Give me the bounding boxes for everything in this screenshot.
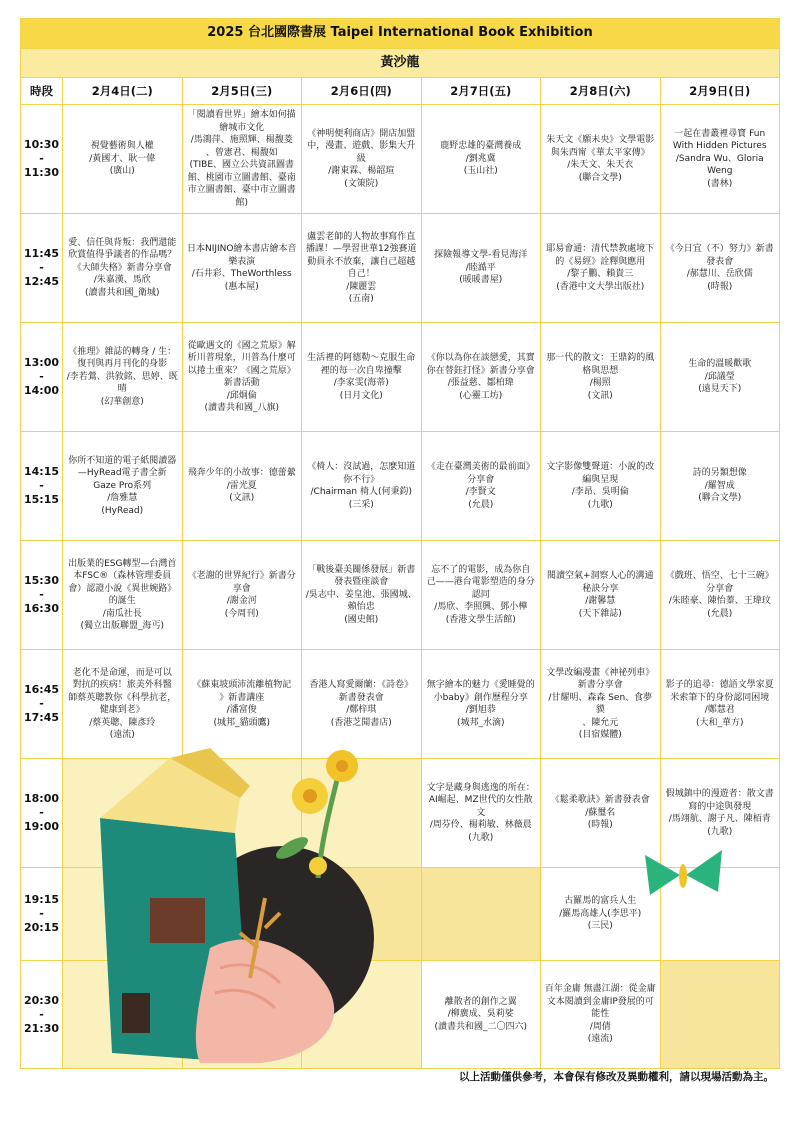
event-text-line: 的誕生 — [108, 596, 136, 606]
event-cell — [302, 432, 422, 541]
event-text-line: /石井彩、TheWorthless — [191, 269, 292, 279]
schedule-row — [21, 323, 780, 432]
event-text-line: 分享會 — [706, 583, 734, 594]
event-text-line: 健康到老》 — [99, 705, 145, 715]
time-slot-line: 13:00 — [24, 356, 60, 369]
event-text-line: 寫的中途與發現 — [688, 801, 752, 812]
time-slot-line: - — [39, 907, 44, 920]
event-text-line: 《今日宜（不）努力》新書 — [665, 244, 774, 254]
event-text-line: 播課！—學習世華12強賽道 — [306, 244, 417, 254]
time-slot — [21, 323, 63, 432]
event-text-line: (讀書共和國_八旗) — [204, 403, 280, 413]
event-text-line: 晴 — [117, 384, 127, 395]
time-slot-line: 16:30 — [24, 602, 60, 615]
event-text-line: /羅智成 — [704, 480, 735, 491]
event-text-line: 析川普現象，川普為什麼可 — [187, 353, 296, 363]
event-cell — [421, 961, 541, 1069]
event-text-line: 文 — [476, 807, 486, 818]
time-slot — [21, 759, 63, 868]
event-text-line: 師蔡英聰教你《科學抗老， — [68, 692, 177, 703]
event-text-line: 鹿野忠雄的臺灣養成 — [440, 141, 522, 152]
event-cell — [660, 323, 780, 432]
event-text-line: /Sandra Wu、Gloria — [675, 153, 764, 164]
event-text-line: 分享會 — [467, 474, 495, 485]
event-text-line: /朱天文、朱天衣 — [567, 160, 634, 170]
event-text-line: 視覺藝術與人權 — [90, 141, 154, 152]
event-text-line: 館、桃園市立圖書館、臺南 — [187, 172, 296, 183]
event-text-line: /謝東霖、楊韶瑄 — [328, 166, 395, 177]
event-cell — [541, 323, 661, 432]
event-text-line: 秘訣分享 — [582, 583, 619, 594]
time-slot — [21, 541, 63, 650]
schedule-row — [21, 214, 780, 323]
event-text-line: (允晨) — [468, 499, 494, 510]
event-text-line: 《大師失格》新書分享會 — [72, 262, 172, 273]
event-cell — [541, 105, 661, 214]
event-cell — [541, 961, 661, 1069]
event-text-line: /朱嘉漢、馬欣 — [93, 275, 151, 286]
time-slot-line: - — [39, 1007, 44, 1021]
event-text-line: /朱睦豪、陳怡蓁、王瑋玟 — [668, 596, 771, 606]
event-text-line: (HyRead) — [101, 505, 144, 516]
event-text-line: 《戲班、悟空、七十三碗》 — [665, 571, 774, 581]
event-text-line: (九歌) — [468, 832, 494, 843]
event-text-line: (國史館) — [344, 614, 379, 625]
event-text-line: 發表暨座談會 — [334, 577, 389, 588]
event-text-line: 《蘇東坡頭沛流離植物記 — [192, 680, 292, 690]
event-text-line: 動員永不放棄，讓自己超越 — [307, 256, 416, 267]
event-text-line: (文訊) — [229, 493, 255, 504]
event-cell — [182, 541, 302, 650]
event-text-line: 小baby》創作歷程分享 — [433, 692, 528, 703]
event-cell — [302, 323, 422, 432]
event-text-line: 《神明便利商店》開店加盟 — [307, 128, 416, 139]
event-text-line: (文策院) — [344, 178, 379, 189]
column-header-day: 2月8日(六) — [541, 78, 661, 105]
event-text-line: 文字是藏身與逃逸的所在： — [426, 782, 535, 793]
page-title: 2025 台北國際書展 Taipei International Book Exhibition — [21, 19, 780, 49]
event-text-line: 「戰後臺美關係發展」新書 — [307, 564, 416, 575]
empty-cell — [302, 961, 422, 1069]
event-text-line: 愛、信任與背叛：我們還能 — [68, 237, 177, 248]
event-text-line: 從歐遇文的《國之荒原》解 — [187, 340, 296, 351]
event-text-line: 欣賞值得爭議者的作品嗎？ — [68, 250, 177, 261]
time-slot-line: - — [39, 479, 44, 492]
time-slot-line: 21:30 — [24, 1021, 60, 1035]
event-cell — [63, 105, 183, 214]
event-cell — [182, 650, 302, 759]
event-text-line: /甘耀明、森森 Sen、食夢貘 — [548, 692, 653, 715]
time-slot-line: 14:00 — [24, 384, 60, 397]
time-slot-line: - — [39, 806, 44, 819]
event-text-line: /劉兆冀 — [465, 153, 496, 164]
event-text-line: 對抗的疾病！旅美外科醫 — [72, 680, 172, 690]
event-text-line: /謝馨慧 — [585, 596, 616, 606]
event-cell — [421, 759, 541, 868]
schedule-table — [20, 18, 780, 1069]
event-text-line: /馬鴻萍、施照輝、楊馥菱 — [190, 135, 293, 145]
event-text-line: 的《易經》詮釋與應用 — [555, 256, 646, 267]
event-text-line: (廣山) — [109, 166, 135, 177]
butterfly-wing-right — [686, 850, 722, 892]
time-slot-line: 14:15 — [24, 465, 60, 478]
event-text-line: /睦澔平 — [465, 262, 496, 273]
event-text-line: 「閱讀看世界」繪本如何描 — [187, 110, 296, 120]
event-text-line: /李昂、吳明倫 — [571, 487, 629, 497]
event-text-line: /邱炯倫 — [226, 390, 257, 401]
empty-cell — [182, 868, 302, 961]
empty-cell — [421, 868, 541, 961]
event-text-line: (九歌) — [707, 826, 733, 837]
event-text-line: (九歌) — [587, 499, 613, 510]
event-text-line: 自己！ — [347, 269, 375, 279]
event-text-line: 《推理》雜誌的轉身 / 生： — [68, 346, 177, 357]
time-slot-line: 10:30 — [24, 138, 60, 151]
event-text-line: /劉旭恭 — [465, 705, 496, 715]
event-text-line: —HyRead電子書全新 — [77, 468, 167, 479]
event-cell — [302, 105, 422, 214]
event-cell — [182, 214, 302, 323]
event-text-line: 閱讀空氣+洞察人心的溝通 — [546, 571, 654, 581]
empty-cell — [302, 759, 422, 868]
event-text-line: /謝金河 — [226, 596, 257, 606]
time-slot-line: 15:15 — [24, 493, 60, 506]
event-text-line: (時報) — [707, 281, 733, 292]
event-cell — [660, 541, 780, 650]
event-text-line: 新書發表會 — [338, 692, 384, 703]
event-cell — [63, 650, 183, 759]
event-text-line: (聯合文學) — [698, 493, 742, 504]
event-text-line: /楊照 — [589, 378, 611, 388]
event-text-line: /羅馬高雄人(李思平) — [559, 908, 642, 919]
event-text-line: (城邦_貓頭鷹) — [213, 717, 271, 728]
event-text-line: AI崛起、MZ世代的女性散 — [428, 795, 533, 806]
event-text-line: 探險報導文學-看見海洋 — [434, 250, 528, 261]
event-text-line: (遠流) — [109, 730, 135, 740]
event-cell — [302, 650, 422, 759]
event-cell — [421, 541, 541, 650]
event-text-line: 米索筆下的身份認同困境 — [670, 692, 770, 703]
event-text-line: 百年金庸 無盡江湖：從金庸 — [544, 984, 656, 995]
time-slot-line: - — [39, 588, 44, 601]
event-text-line: 離散者的創作之翼 — [444, 996, 517, 1007]
event-cell — [660, 650, 780, 759]
event-text-line: (讀書共和國_二〇四六) — [434, 1021, 528, 1032]
event-text-line: /李家雯(海蒂) — [333, 378, 389, 388]
event-cell — [660, 105, 780, 214]
schedule-row — [21, 541, 780, 650]
event-text-line: 一起在書叢裡尋寶 Fun — [674, 128, 766, 139]
time-slot — [21, 961, 63, 1069]
time-slot — [21, 105, 63, 214]
event-text-line: (目宿媒體) — [578, 730, 622, 740]
event-cell — [182, 323, 302, 432]
event-text-line: 你在替鈺打怪》新書分享會 — [426, 365, 535, 376]
event-cell — [182, 432, 302, 541]
event-text-line: (讀書共和國_衛城) — [84, 287, 160, 298]
event-text-line: 》新書講座 — [219, 692, 265, 703]
event-text-line: (香港芝聞書店) — [330, 717, 392, 728]
event-text-line: (TIBE、國立公共資訊圖書 — [189, 160, 295, 170]
event-text-line: 詩的另類想像 — [692, 468, 747, 479]
event-text-line: /雷光夏 — [226, 480, 257, 491]
time-slot-line: 19:00 — [24, 820, 60, 833]
event-text-line: (獨立出版聯盟_海丐) — [80, 621, 165, 631]
event-cell — [660, 214, 780, 323]
time-slot-line: 20:30 — [24, 993, 60, 1007]
event-text-line: (三采) — [348, 499, 374, 510]
event-text-line: 賴怡忠 — [347, 602, 375, 613]
event-text-line: 飛奔少年的小故事：德蕾縈 — [187, 468, 296, 479]
event-text-line: (文訊) — [587, 390, 613, 401]
event-text-line: Weng — [707, 166, 733, 177]
venue-title: 黃沙龍 — [21, 49, 780, 78]
event-text-line: 出版業的ESG轉型—台灣首 — [68, 558, 177, 569]
event-text-line: 生命的溫暖歡歌 — [688, 359, 752, 370]
event-text-line: 《椅人：沒試過，怎麼知道 — [307, 462, 416, 472]
butterfly-wing-left — [645, 855, 680, 895]
event-text-line: /詹雅慧 — [107, 493, 138, 504]
event-text-line: 香港人寫愛爾蘭：《詩卷》 — [309, 680, 413, 690]
event-text-line: 復刊與再月刊化的身影 — [77, 359, 168, 370]
event-cell — [541, 432, 661, 541]
event-text-line: 影子的追尋：德語文學家夏 — [665, 680, 774, 690]
time-slot-line: 19:15 — [24, 893, 60, 906]
event-text-line: 樂表演 — [228, 256, 256, 267]
time-slot-line: - — [39, 152, 44, 165]
event-text-line: 文字影像雙聲道：小說的改 — [546, 462, 655, 472]
event-text-line: 級 — [356, 153, 366, 164]
empty-cell — [302, 868, 422, 961]
event-text-line: 館) — [235, 197, 248, 208]
event-text-line: 《走在臺灣美術的最前面》 — [426, 462, 535, 472]
event-text-line: (書林) — [707, 178, 733, 189]
event-text-line: /周芬伶、楊莉敏、林薇晨 — [429, 820, 532, 831]
schedule-row — [21, 650, 780, 759]
event-cell — [63, 214, 183, 323]
time-slot-line: 20:15 — [24, 921, 60, 934]
event-text-line: /陳麗雲 — [346, 281, 377, 292]
event-text-line: With Hidden Pictures — [672, 141, 767, 152]
event-text-line: /黃國才、耿一偉 — [89, 153, 156, 164]
event-text-line: (三民) — [587, 921, 613, 932]
empty-cell — [63, 868, 183, 961]
event-text-line: (大和_華方) — [695, 717, 744, 728]
event-text-line: 新書活動 — [223, 378, 260, 388]
event-cell — [63, 541, 183, 650]
event-text-line: /鄭梓琪 — [346, 705, 377, 715]
empty-cell — [63, 759, 183, 868]
event-cell — [63, 323, 183, 432]
empty-cell — [660, 961, 780, 1069]
event-cell — [421, 650, 541, 759]
event-text-line: 朱天文《願未央》文學電影 — [546, 135, 655, 145]
event-cell — [541, 214, 661, 323]
event-text-line: /南瓜社長 — [102, 608, 142, 619]
time-slot-line: 16:45 — [24, 683, 60, 696]
event-text-line: 能性 — [591, 1009, 610, 1020]
column-header-day: 2月4日(二) — [63, 78, 183, 105]
event-text-line: 己——港台電影塑造的身分 — [426, 577, 535, 588]
event-text-line: (遠見天下) — [698, 384, 742, 395]
event-text-line: /潘富俊 — [226, 705, 257, 715]
event-text-line: (時報) — [587, 820, 613, 831]
event-text-line: /蘇璽名 — [585, 807, 616, 818]
empty-cell — [63, 961, 183, 1069]
event-text-line: 《老謝的世界紀行》新書分 — [187, 571, 296, 581]
event-cell — [182, 105, 302, 214]
event-text-line: 、陳允元 — [582, 717, 619, 728]
event-text-line: (惠本屋) — [224, 281, 259, 292]
event-cell — [421, 105, 541, 214]
event-text-line: 裡的每一次自卑撞擊 — [320, 365, 402, 376]
schedule-row — [21, 432, 780, 541]
time-slot-line: 18:00 — [24, 792, 60, 805]
event-text-line: 盧雲老師的人物故事寫作直 — [307, 231, 416, 242]
event-text-line: (暖暖書屋) — [459, 275, 503, 286]
event-text-line: 會）認證小說《異世婉路》 — [68, 583, 177, 594]
event-text-line: 無字繪本的魅力《愛睡覺的 — [426, 680, 535, 690]
event-text-line: /柳廣成、吳莉娑 — [447, 1009, 514, 1020]
event-text-line: (遠流) — [587, 1034, 613, 1045]
event-text-line: (玉山社) — [463, 166, 498, 177]
schedule-row — [21, 105, 780, 214]
time-slot-line: 17:45 — [24, 711, 60, 724]
event-text-line: 發表會 — [706, 256, 734, 267]
event-text-line: 享會 — [232, 583, 251, 594]
event-cell — [541, 650, 661, 759]
event-text-line: 、曾憲君、楊馥如 — [205, 147, 278, 158]
event-cell — [421, 323, 541, 432]
event-text-line: (日月文化) — [339, 390, 383, 401]
event-text-line: 日本NIJINO繪本書店繪本音 — [186, 244, 297, 254]
event-text-line: /馬欣、李照興、鄧小樺 — [434, 602, 528, 613]
event-text-line: /周倩 — [589, 1021, 611, 1032]
event-text-line: 新書分享會 — [577, 680, 623, 690]
event-text-line: (聯合文學) — [578, 172, 622, 183]
event-text-line: (天下雜誌) — [578, 608, 622, 619]
event-text-line: (香港文學生活館) — [445, 614, 516, 625]
event-text-line: (允晨) — [707, 608, 733, 619]
event-text-line: 忘不了的電影，成為你自 — [431, 564, 531, 575]
event-text-line: (城邦_水滴) — [456, 717, 505, 728]
event-cell — [660, 432, 780, 541]
butterfly-illustration — [640, 840, 726, 910]
event-text-line: 文學改編漫畫《神祕列車》 — [546, 667, 655, 678]
event-text-line: /張益慈、鄒柏瑋 — [447, 378, 514, 388]
column-header-time: 時段 — [21, 78, 63, 105]
event-text-line: /鄭慧君 — [704, 705, 735, 715]
time-slot-line: - — [39, 370, 44, 383]
event-cell — [302, 214, 422, 323]
event-text-line: 編與呈現 — [582, 474, 619, 485]
event-text-line: 老化不是命運，而是可以 — [72, 667, 172, 678]
time-slot-line: 12:45 — [24, 275, 60, 288]
event-text-line: 耶易會通：清代禁教處境下 — [546, 244, 655, 254]
time-slot — [21, 214, 63, 323]
column-header-day: 2月7日(五) — [421, 78, 541, 105]
event-text-line: /吳志中、姜皇池、張國城、 — [305, 589, 417, 600]
event-text-line: (幻華創意) — [100, 396, 144, 407]
column-header-day: 2月6日(四) — [302, 78, 422, 105]
event-text-line: 以捲土重來？《國之荒原》 — [187, 365, 296, 376]
event-text-line: 《鬆柔歌訣》新書發表會 — [550, 795, 650, 806]
event-text-line: (香港中文大學出版社) — [556, 281, 645, 292]
time-slot-line: 11:45 — [24, 247, 60, 260]
footnote: 以上活動僅供參考，本會保有修改及異動權利，請以現場活動為主。 — [459, 1071, 774, 1083]
event-text-line: /邱議瑩 — [704, 371, 735, 382]
time-slot-line: - — [39, 261, 44, 274]
event-text-line: 市立圖書館、臺中市立圖書 — [187, 185, 296, 195]
event-text-line: 繪城市文化 — [219, 122, 265, 133]
event-text-line: /馬翊航、謝子凡、陳栢青 — [668, 814, 771, 824]
event-text-line: 你不行》 — [343, 474, 380, 485]
empty-cell — [182, 961, 302, 1069]
event-text-line: 假城鎮中的漫遊者：散文書 — [665, 789, 774, 799]
butterfly-body — [679, 864, 687, 888]
column-header-day: 2月9日(日) — [660, 78, 780, 105]
event-cell — [302, 541, 422, 650]
event-cell — [541, 541, 661, 650]
column-header-row — [21, 78, 780, 105]
column-header-day: 2月5日(三) — [182, 78, 302, 105]
schedule-row — [21, 961, 780, 1069]
event-cell — [421, 432, 541, 541]
event-cell — [63, 432, 183, 541]
event-text-line: /李賢文 — [465, 487, 496, 497]
time-slot-line: - — [39, 697, 44, 710]
time-slot — [21, 868, 63, 961]
event-text-line: (今周刊) — [224, 608, 259, 619]
event-text-line: 那一代的散文：王鼎鈞的風 — [546, 353, 655, 363]
event-text-line: 本FSC®（森林管理委員 — [73, 571, 172, 581]
event-text-line: /Chairman 椅人(何秉鈞) — [310, 487, 412, 497]
event-text-line: /黎子鵬、賴貴三 — [567, 269, 634, 279]
event-text-line: 格與思想 — [582, 365, 619, 376]
event-text-line: Gaze Pro系列 — [93, 480, 152, 491]
event-text-line: 你所不知道的電子紙閱讀器 — [68, 455, 177, 466]
time-slot — [21, 432, 63, 541]
event-text-line: (五南) — [348, 294, 374, 304]
event-text-line: 與朱西甯《華太平家傳》 — [550, 147, 650, 158]
time-slot-line: 15:30 — [24, 574, 60, 587]
event-text-line: /蔡英聰、陳彥玲 — [89, 717, 156, 728]
time-slot-line: 11:30 — [24, 166, 60, 179]
empty-cell — [182, 759, 302, 868]
event-text-line: 文本閱讀到金庸IP發展的可 — [546, 996, 654, 1007]
event-text-line: /李若鶯、洪敘銘、思婷、既 — [66, 371, 178, 382]
event-text-line: 中，漫畫、遊戲、影集大升 — [307, 141, 416, 152]
event-text-line: (心靈工坊) — [459, 390, 503, 401]
event-text-line: 《你以為你在談戀愛，其實 — [426, 353, 535, 363]
event-cell — [421, 214, 541, 323]
event-text-line: 認同 — [471, 589, 490, 600]
time-slot — [21, 650, 63, 759]
event-text-line: /郝慧川、岳欣儒 — [686, 269, 753, 279]
event-text-line: 生活裡的阿德勒～克服生命 — [307, 353, 416, 363]
event-text-line: 古羅馬的富兵人生 — [564, 896, 637, 907]
